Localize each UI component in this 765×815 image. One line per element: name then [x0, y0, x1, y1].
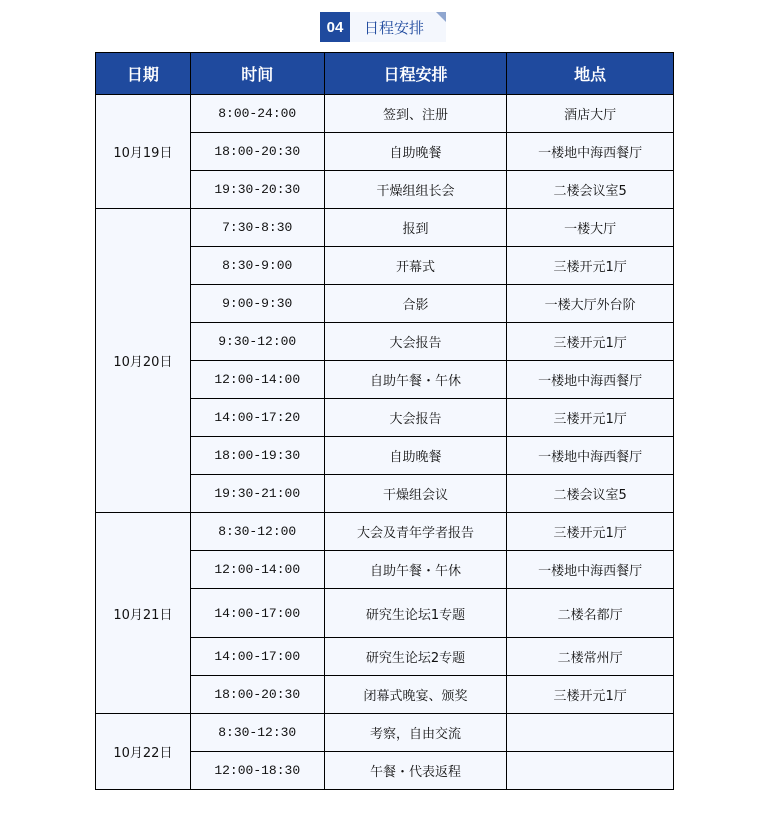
header-event: 日程安排: [324, 53, 507, 95]
place-cell: 三楼开元1厅: [507, 513, 674, 551]
event-cell: 自助晚餐: [324, 437, 507, 475]
place-cell: 三楼开元1厅: [507, 676, 674, 714]
time-cell: 9:00-9:30: [190, 285, 324, 323]
section-title: 日程安排: [350, 12, 446, 42]
event-cell: 研究生论坛2专题: [324, 638, 507, 676]
time-cell: 9:30-12:00: [190, 323, 324, 361]
place-cell: 一楼地中海西餐厅: [507, 551, 674, 589]
time-cell: 7:30-8:30: [190, 209, 324, 247]
event-cell: 干燥组组长会: [324, 171, 507, 209]
time-cell: 8:30-12:00: [190, 513, 324, 551]
time-cell: 14:00-17:00: [190, 638, 324, 676]
event-cell: 自助晚餐: [324, 133, 507, 171]
event-cell: 报到: [324, 209, 507, 247]
place-cell: 一楼地中海西餐厅: [507, 361, 674, 399]
time-cell: 8:00-24:00: [190, 95, 324, 133]
table-row: [96, 95, 674, 133]
event-cell: 自助午餐・午休: [324, 551, 507, 589]
time-cell: 18:00-20:30: [190, 133, 324, 171]
event-cell: 大会报告: [324, 323, 507, 361]
event-cell: 考察，自由交流: [324, 714, 507, 752]
section-number: 04: [320, 12, 350, 42]
place-cell: 一楼大厅: [507, 209, 674, 247]
table-row: [96, 513, 674, 551]
time-cell: 14:00-17:20: [190, 399, 324, 437]
place-cell: 一楼地中海西餐厅: [507, 133, 674, 171]
place-cell: 一楼大厅外台阶: [507, 285, 674, 323]
event-cell: 干燥组会议: [324, 475, 507, 513]
event-cell: 研究生论坛1专题: [324, 589, 507, 638]
place-cell: 一楼地中海西餐厅: [507, 437, 674, 475]
place-cell: 二楼常州厅: [507, 638, 674, 676]
header-time: 时间: [190, 53, 324, 95]
time-cell: 8:30-12:30: [190, 714, 324, 752]
schedule-table: [95, 52, 674, 790]
header-place: 地点: [507, 53, 674, 95]
section-heading: [320, 12, 446, 42]
event-cell: 自助午餐・午休: [324, 361, 507, 399]
event-cell: 大会及青年学者报告: [324, 513, 507, 551]
place-cell: [507, 752, 674, 790]
time-cell: 19:30-21:00: [190, 475, 324, 513]
event-cell: 签到、注册: [324, 95, 507, 133]
time-cell: 12:00-14:00: [190, 361, 324, 399]
event-cell: 午餐・代表返程: [324, 752, 507, 790]
time-cell: 8:30-9:00: [190, 247, 324, 285]
time-cell: 12:00-18:30: [190, 752, 324, 790]
event-cell: 大会报告: [324, 399, 507, 437]
place-cell: 三楼开元1厅: [507, 247, 674, 285]
corner-decoration-icon: [436, 12, 446, 22]
event-cell: 合影: [324, 285, 507, 323]
table-row: [96, 714, 674, 752]
place-cell: 三楼开元1厅: [507, 399, 674, 437]
event-cell: 闭幕式晚宴、颁奖: [324, 676, 507, 714]
date-cell: 10月20日: [96, 209, 191, 513]
place-cell: 二楼会议室5: [507, 171, 674, 209]
place-cell: [507, 714, 674, 752]
time-cell: 14:00-17:00: [190, 589, 324, 638]
place-cell: 酒店大厅: [507, 95, 674, 133]
time-cell: 18:00-19:30: [190, 437, 324, 475]
date-cell: 10月21日: [96, 513, 191, 714]
table-header-row: [96, 53, 674, 95]
event-cell: 开幕式: [324, 247, 507, 285]
place-cell: 二楼名都厅: [507, 589, 674, 638]
header-date: 日期: [96, 53, 191, 95]
date-cell: 10月22日: [96, 714, 191, 790]
place-cell: 三楼开元1厅: [507, 323, 674, 361]
table-row: [96, 209, 674, 247]
place-cell: 二楼会议室5: [507, 475, 674, 513]
time-cell: 19:30-20:30: [190, 171, 324, 209]
date-cell: 10月19日: [96, 95, 191, 209]
time-cell: 18:00-20:30: [190, 676, 324, 714]
time-cell: 12:00-14:00: [190, 551, 324, 589]
